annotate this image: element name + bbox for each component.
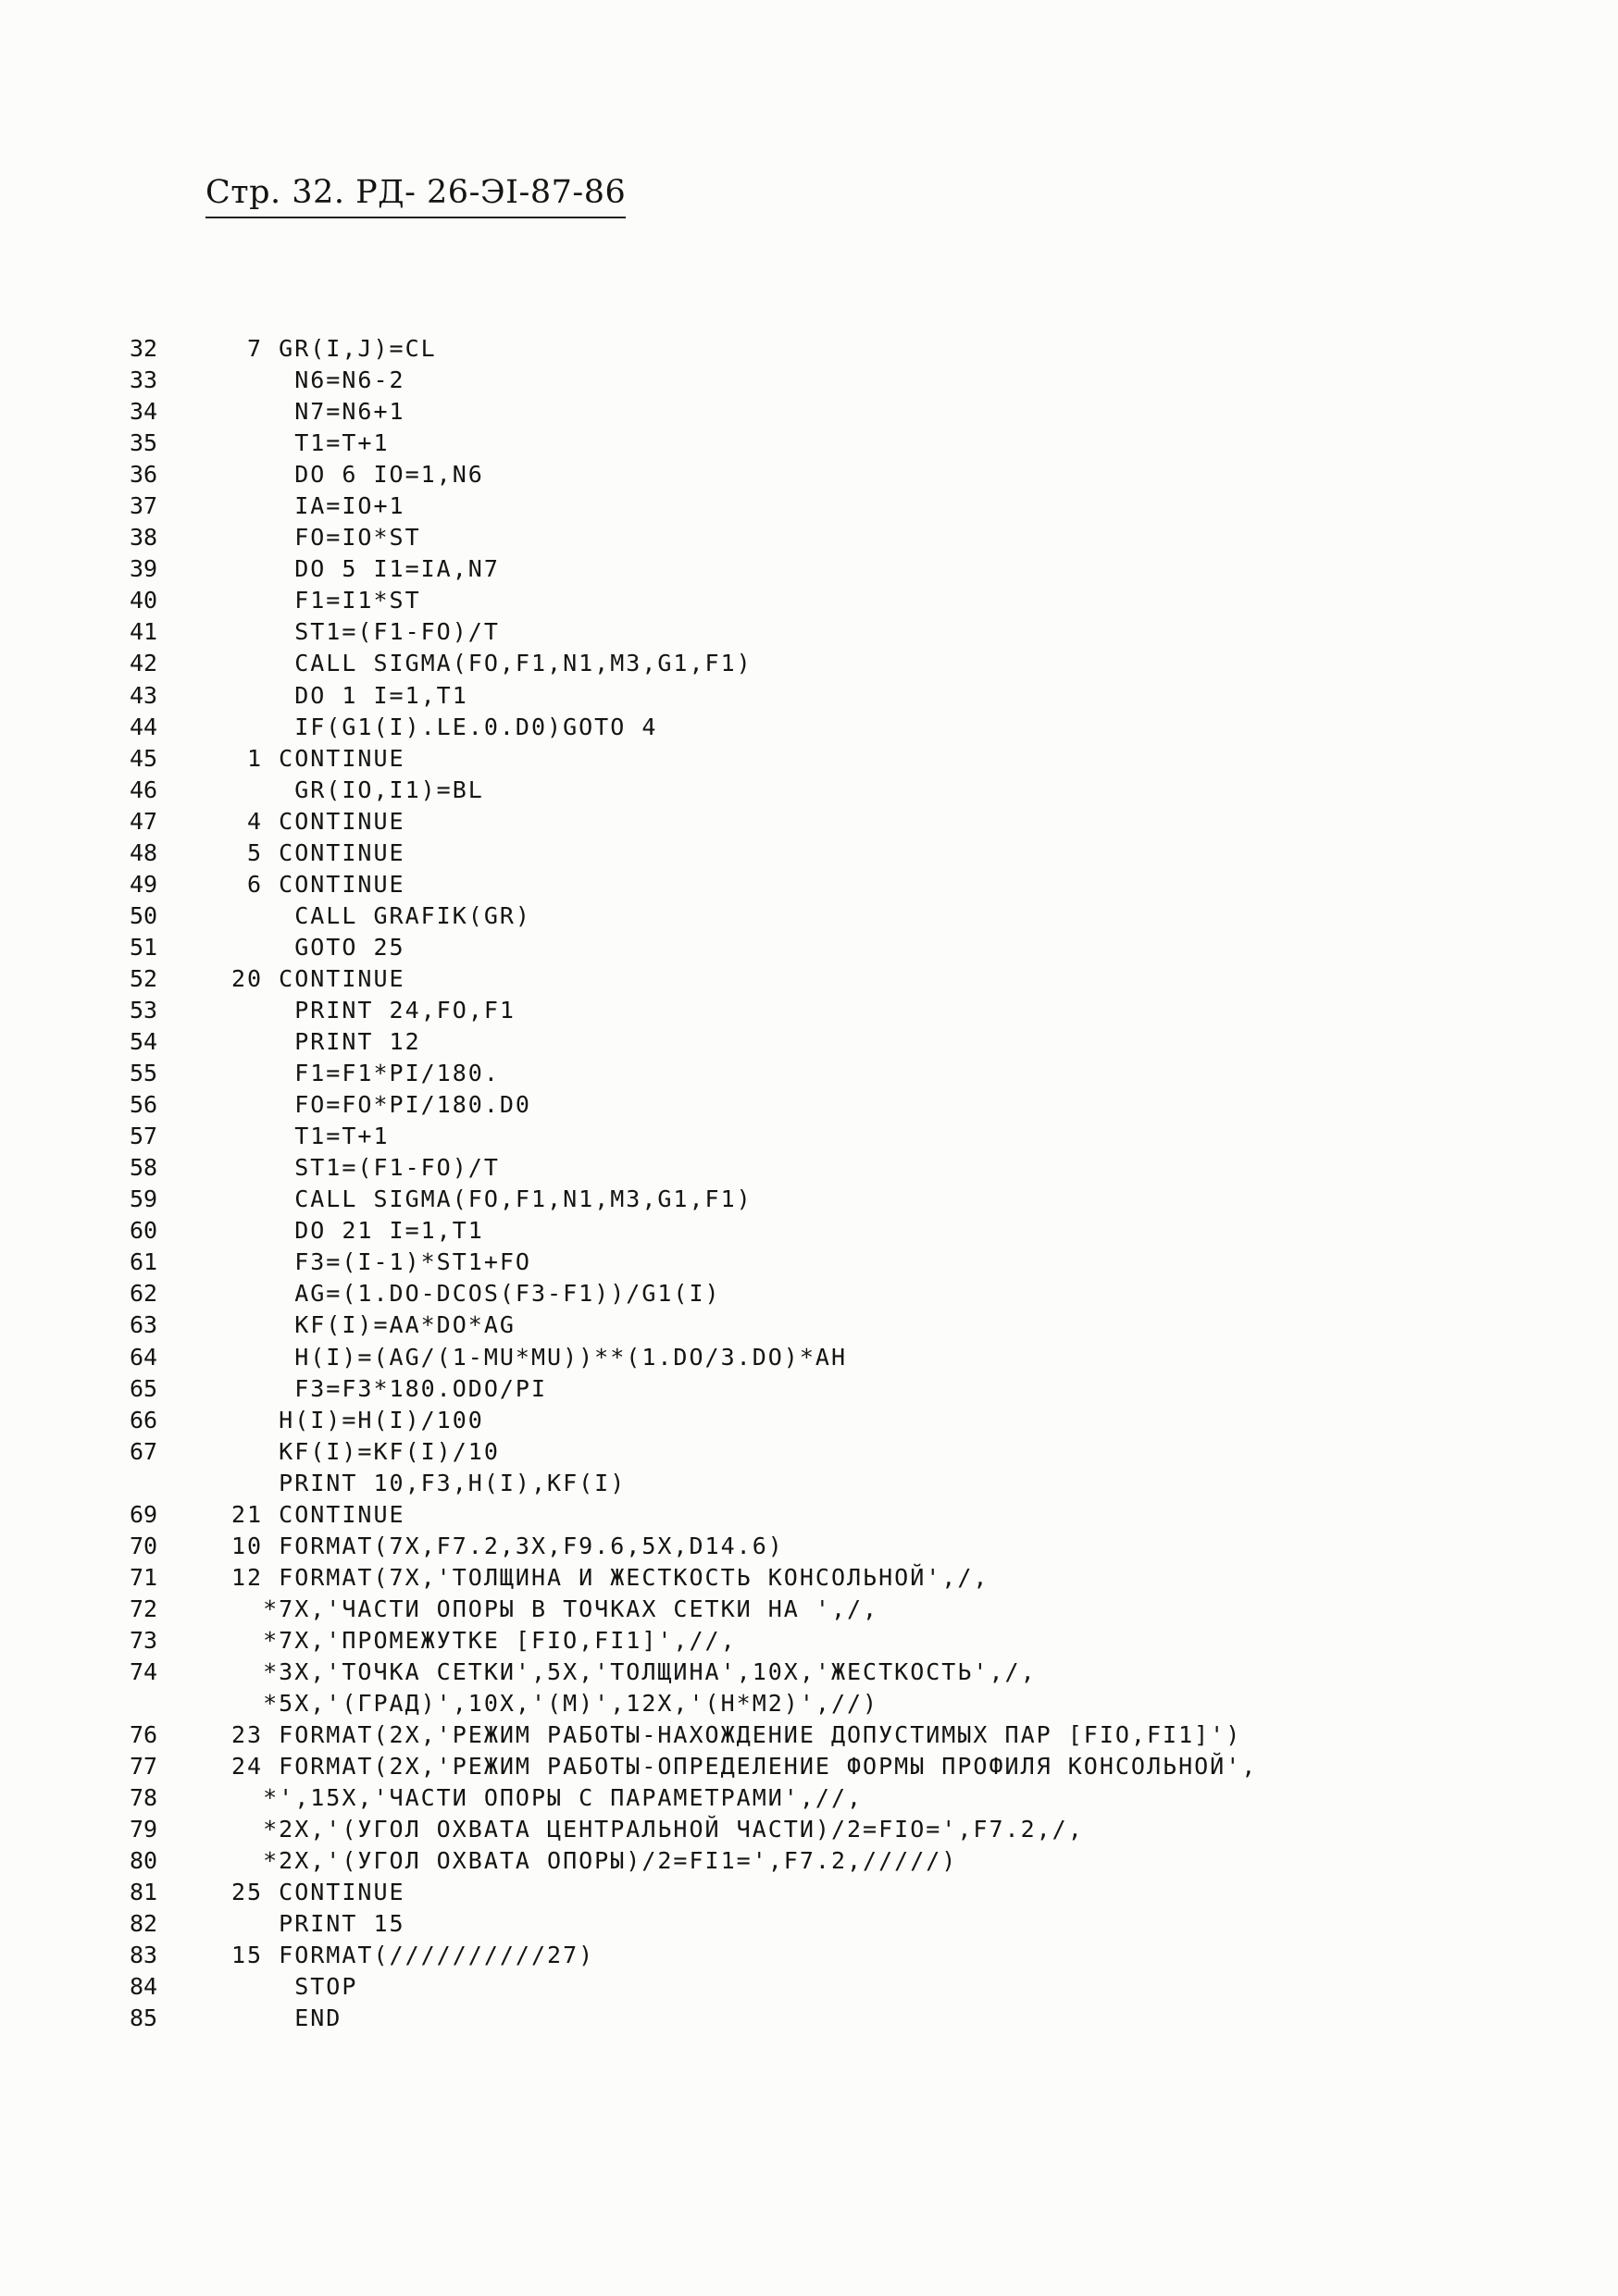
code-line [130, 775, 1537, 806]
code-line [130, 1436, 1537, 1468]
code-line [130, 1719, 1537, 1751]
line-number: 40 [130, 587, 158, 614]
code-text: IF(G1(I).LE.0.D0)GOTO 4 [231, 713, 658, 740]
line-number: 84 [130, 1973, 158, 2001]
line-number: 74 [130, 1657, 158, 1685]
code-line [130, 869, 1537, 900]
code-text: PRINT 10,F3,H(I),KF(I) [231, 1469, 627, 1496]
line-number: 78 [130, 1784, 158, 1812]
line-number: 58 [130, 1154, 158, 1182]
code-line [130, 1184, 1537, 1215]
line-number: 50 [130, 901, 158, 929]
code-text: *7X,'ЧАСТИ ОПОРЫ В ТОЧКАХ СЕТКИ НА ',/, [231, 1595, 879, 1622]
code-line [130, 1342, 1537, 1373]
code-text: 1 CONTINUE [231, 744, 405, 772]
code-text: 7 GR(I,J)=CL [231, 335, 437, 362]
code-text: END [231, 2004, 342, 2032]
line-number: 44 [130, 713, 158, 740]
line-number: 85 [130, 2004, 158, 2032]
line-number: 52 [130, 964, 158, 992]
line-number: 56 [130, 1091, 158, 1119]
code-text: *7X,'ПРОМЕЖУТКЕ [FIO,FI1]',//, [231, 1626, 737, 1654]
line-number: 42 [130, 650, 158, 677]
line-number: 73 [130, 1626, 158, 1654]
code-line [130, 1688, 1537, 1719]
line-number: 82 [130, 1910, 158, 1938]
line-number: 81 [130, 1879, 158, 1906]
line-number: 79 [130, 1816, 158, 1843]
line-number: 63 [130, 1311, 158, 1339]
code-line [130, 1278, 1537, 1309]
code-line [130, 932, 1537, 963]
code-line [130, 1309, 1537, 1341]
code-line [130, 1657, 1537, 1688]
code-line [130, 1940, 1537, 1971]
line-number: 65 [130, 1374, 158, 1402]
code-text: F3=F3*180.ODO/PI [231, 1374, 548, 1402]
code-line [130, 585, 1537, 616]
line-number: 47 [130, 807, 158, 835]
code-line [130, 490, 1537, 522]
code-text: T1=T+1 [231, 1123, 390, 1150]
line-number: 33 [130, 366, 158, 394]
line-number: 66 [130, 1406, 158, 1433]
code-text: STOP [231, 1973, 358, 2001]
code-line [130, 1089, 1537, 1121]
code-line [130, 459, 1537, 490]
code-text: DO 21 I=1,T1 [231, 1217, 484, 1245]
code-line [130, 1625, 1537, 1657]
line-number: 72 [130, 1595, 158, 1622]
line-number: 83 [130, 1942, 158, 1969]
code-text: F1=I1*ST [231, 587, 421, 614]
line-number: 57 [130, 1123, 158, 1150]
line-number: 43 [130, 681, 158, 709]
code-text: IA=IO+1 [231, 492, 405, 520]
code-text: *2X,'(УГОЛ ОХВАТА ЦЕНТРАЛЬНОЙ ЧАСТИ)/2=FIO=',F7.2,/, [231, 1816, 1084, 1843]
code-line [130, 1908, 1537, 1940]
code-line [130, 648, 1537, 679]
code-text: ST1=(F1-FO)/T [231, 618, 500, 646]
code-text: GOTO 25 [231, 933, 405, 961]
line-number: 36 [130, 461, 158, 489]
code-text: DO 1 I=1,T1 [231, 681, 468, 709]
code-line [130, 522, 1537, 553]
line-number: 67 [130, 1437, 158, 1465]
line-number: 69 [130, 1500, 158, 1528]
line-number: 59 [130, 1185, 158, 1213]
code-line [130, 333, 1537, 365]
line-number: 34 [130, 398, 158, 426]
code-text: *3X,'ТОЧКА СЕТКИ',5X,'ТОЛЩИНА',10X,'ЖЕСТКОСТЬ',/, [231, 1657, 1037, 1685]
code-line [130, 900, 1537, 932]
line-number: 51 [130, 933, 158, 961]
code-line [130, 995, 1537, 1026]
code-line [130, 1531, 1537, 1562]
code-line [130, 1373, 1537, 1405]
code-line [130, 1845, 1537, 1877]
code-text: N6=N6-2 [231, 366, 405, 394]
line-number: 46 [130, 776, 158, 803]
code-text: 23 FORMAT(2X,'РЕЖИМ РАБОТЫ-НАХОЖДЕНИЕ ДОПУСТИМЫХ ПАР [FIO,FI1]') [231, 1721, 1242, 1749]
code-line [130, 1499, 1537, 1531]
code-text: 15 FORMAT(//////////27) [231, 1942, 595, 1969]
code-line [130, 743, 1537, 775]
code-text: 12 FORMAT(7X,'ТОЛЩИНА И ЖЕСТКОСТЬ КОНСОЛЬНОЙ',/, [231, 1563, 989, 1591]
code-text: T1=T+1 [231, 429, 390, 457]
code-line [130, 963, 1537, 995]
code-text: PRINT 12 [231, 1028, 421, 1056]
code-line [130, 1782, 1537, 1814]
line-number: 49 [130, 870, 158, 898]
code-text: GR(IO,I1)=BL [231, 776, 484, 803]
code-text: 21 CONTINUE [231, 1500, 405, 1528]
code-line [130, 1152, 1537, 1184]
code-text: 4 CONTINUE [231, 807, 405, 835]
code-text: H(I)=(AG/(1-MU*MU))**(1.DO/3.DO)*AH [231, 1343, 847, 1371]
code-text: 24 FORMAT(2X,'РЕЖИМ РАБОТЫ-ОПРЕДЕЛЕНИЕ ФОРМЫ ПРОФИЛЯ КОНСОЛЬНОЙ', [231, 1753, 1258, 1781]
line-number: 55 [130, 1060, 158, 1087]
code-line [130, 1121, 1537, 1152]
code-line [130, 838, 1537, 869]
code-listing [130, 333, 1537, 2035]
code-line [130, 1215, 1537, 1247]
code-text: 6 CONTINUE [231, 870, 405, 898]
code-line [130, 1594, 1537, 1625]
code-text: KF(I)=AA*DO*AG [231, 1311, 516, 1339]
code-line [130, 616, 1537, 648]
code-text: CALL SIGMA(FO,F1,N1,M3,G1,F1) [231, 650, 753, 677]
line-number: 54 [130, 1028, 158, 1056]
line-number: 76 [130, 1721, 158, 1749]
code-text: FO=FO*PI/180.D0 [231, 1091, 531, 1119]
code-line [130, 553, 1537, 585]
code-line [130, 1814, 1537, 1845]
code-text: PRINT 15 [231, 1910, 405, 1938]
code-text: DO 5 I1=IA,N7 [231, 555, 500, 583]
code-text: 10 FORMAT(7X,F7.2,3X,F9.6,5X,D14.6) [231, 1532, 784, 1559]
line-number: 62 [130, 1280, 158, 1308]
code-text: DO 6 IO=1,N6 [231, 461, 484, 489]
line-number: 37 [130, 492, 158, 520]
code-text: FO=IO*ST [231, 524, 421, 552]
code-text: 5 CONTINUE [231, 838, 405, 866]
code-text: AG=(1.DO-DCOS(F3-F1))/G1(I) [231, 1280, 721, 1308]
line-number: 61 [130, 1248, 158, 1276]
line-number: 32 [130, 335, 158, 362]
code-text: CALL GRAFIK(GR) [231, 901, 531, 929]
page-header: Стр. 32. РД- 26-ЭI-87-86 [205, 174, 626, 218]
code-text: ST1=(F1-FO)/T [231, 1154, 500, 1182]
code-line [130, 396, 1537, 428]
code-line [130, 428, 1537, 459]
code-line [130, 1058, 1537, 1089]
code-line [130, 1247, 1537, 1278]
line-number: 39 [130, 555, 158, 583]
code-text: F3=(I-1)*ST1+FO [231, 1248, 531, 1276]
code-text: 25 CONTINUE [231, 1879, 405, 1906]
line-number: 60 [130, 1217, 158, 1245]
line-number: 45 [130, 744, 158, 772]
code-text: H(I)=H(I)/100 [231, 1406, 484, 1433]
line-number: 77 [130, 1753, 158, 1781]
line-number: 38 [130, 524, 158, 552]
line-number: 53 [130, 996, 158, 1024]
code-line [130, 1562, 1537, 1594]
line-number: 41 [130, 618, 158, 646]
code-line [130, 806, 1537, 838]
code-line [130, 1751, 1537, 1782]
code-line [130, 712, 1537, 743]
code-line [130, 1026, 1537, 1058]
code-line [130, 2003, 1537, 2034]
code-line [130, 1877, 1537, 1908]
code-line [130, 1468, 1537, 1499]
line-number: 80 [130, 1847, 158, 1875]
line-number: 35 [130, 429, 158, 457]
code-text: *2X,'(УГОЛ ОХВАТА ОПОРЫ)/2=FI1=',F7.2,/////) [231, 1847, 958, 1875]
line-number: 71 [130, 1563, 158, 1591]
line-number: 48 [130, 838, 158, 866]
code-text: F1=F1*PI/180. [231, 1060, 500, 1087]
code-line [130, 680, 1537, 712]
code-line [130, 1971, 1537, 2003]
code-text: 20 CONTINUE [231, 964, 405, 992]
code-text: *5X,'(ГРАД)',10X,'(М)',12X,'(Н*М2)',//) [231, 1690, 879, 1718]
line-number: 64 [130, 1343, 158, 1371]
code-line [130, 365, 1537, 396]
code-text: *',15X,'ЧАСТИ ОПОРЫ С ПАРАМЕТРАМИ',//, [231, 1784, 864, 1812]
line-number: 70 [130, 1532, 158, 1559]
code-text: N7=N6+1 [231, 398, 405, 426]
code-text: CALL SIGMA(FO,F1,N1,M3,G1,F1) [231, 1185, 753, 1213]
code-text: KF(I)=KF(I)/10 [231, 1437, 500, 1465]
code-text: PRINT 24,FO,F1 [231, 996, 516, 1024]
code-line [130, 1405, 1537, 1436]
